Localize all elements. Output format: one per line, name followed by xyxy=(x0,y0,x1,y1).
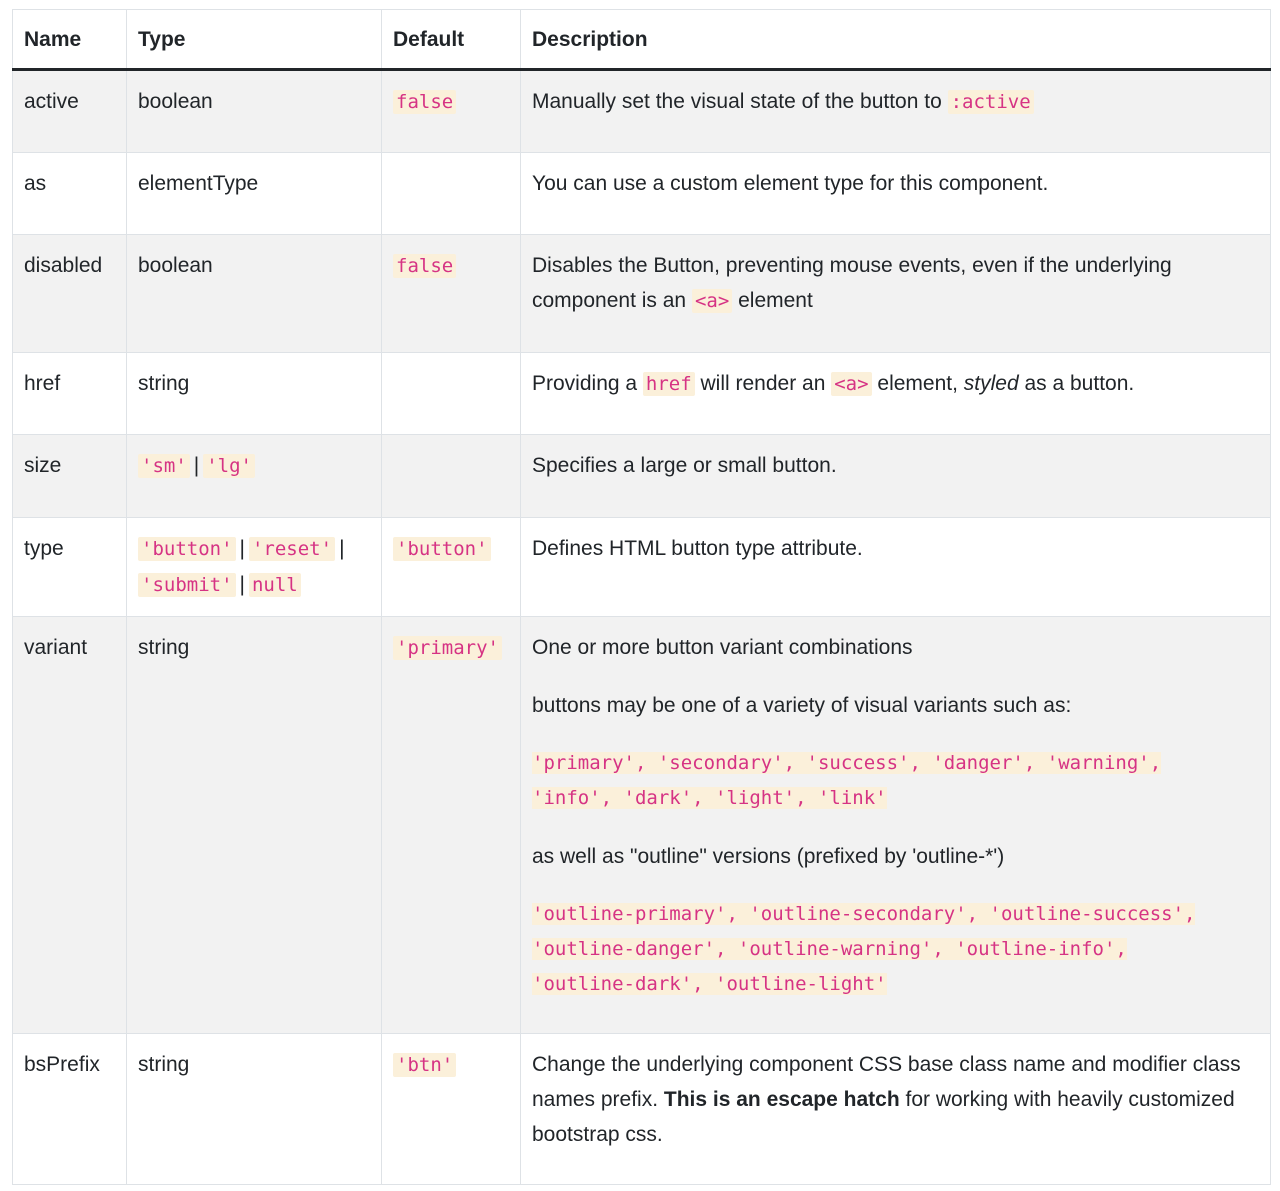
type-code: null xyxy=(249,573,301,597)
prop-name: as xyxy=(13,153,127,235)
table-row xyxy=(13,153,1271,235)
prop-default xyxy=(382,435,521,518)
table-row xyxy=(13,70,1271,153)
type-separator: | xyxy=(339,537,345,560)
prop-default xyxy=(382,235,521,353)
code-line: 'info', 'dark', 'light', 'link' xyxy=(532,787,887,809)
prop-type: elementType xyxy=(127,153,382,235)
prop-name: variant xyxy=(13,617,127,1034)
prop-description xyxy=(521,617,1271,1034)
prop-description: Providing a href will render an <a> element, styled as a button. xyxy=(521,353,1271,435)
default-code: 'button' xyxy=(393,537,491,561)
prop-description: Change the underlying component CSS base class name and modifier class names prefix. This is an escape hatch for working with heavily customized bootstrap css. xyxy=(521,1034,1271,1185)
prop-description: Defines HTML button type attribute. xyxy=(521,518,1271,617)
prop-type: string xyxy=(127,1034,382,1185)
prop-default xyxy=(382,70,521,153)
code-line: 'outline-primary', 'outline-secondary', 'outline-success', xyxy=(532,903,1196,925)
type-separator: | xyxy=(239,537,245,560)
prop-type xyxy=(127,435,382,518)
type-code: 'sm' xyxy=(138,454,190,478)
header-type: Type xyxy=(127,10,382,70)
prop-type: boolean xyxy=(127,70,382,153)
prop-type xyxy=(127,518,382,617)
default-code: 'btn' xyxy=(393,1053,456,1077)
table-row xyxy=(13,617,1271,1034)
desc-paragraph: as well as "outline" versions (prefixed by 'outline-*') xyxy=(532,845,1005,868)
variants-code-block xyxy=(532,746,1259,816)
type-code: 'reset' xyxy=(249,537,335,561)
desc-paragraph: One or more button variant combinations xyxy=(532,636,913,659)
props-table xyxy=(12,9,1271,1185)
default-code: false xyxy=(393,90,456,114)
header-description: Description xyxy=(521,10,1271,70)
prop-name: size xyxy=(13,435,127,518)
prop-type: string xyxy=(127,617,382,1034)
prop-name: type xyxy=(13,518,127,617)
prop-default xyxy=(382,518,521,617)
prop-description: Disables the Button, preventing mouse events, even if the underlying component is an <a> element xyxy=(521,235,1271,353)
type-code: 'submit' xyxy=(138,573,236,597)
table-row xyxy=(13,235,1271,353)
default-code: 'primary' xyxy=(393,636,502,660)
prop-default xyxy=(382,1034,521,1185)
prop-type: string xyxy=(127,353,382,435)
prop-name: disabled xyxy=(13,235,127,353)
header-name: Name xyxy=(13,10,127,70)
code-line: 'outline-dark', 'outline-light' xyxy=(532,973,887,995)
prop-description: Manually set the visual state of the button to :active xyxy=(521,70,1271,153)
prop-name: bsPrefix xyxy=(13,1034,127,1185)
prop-default xyxy=(382,153,521,235)
default-code: false xyxy=(393,254,456,278)
table-header-row xyxy=(13,10,1271,70)
table-row xyxy=(13,353,1271,435)
prop-type: boolean xyxy=(127,235,382,353)
prop-description: You can use a custom element type for this component. xyxy=(521,153,1271,235)
desc-code: <a> xyxy=(692,289,732,313)
table-row xyxy=(13,435,1271,518)
code-line: 'outline-danger', 'outline-warning', 'outline-info', xyxy=(532,938,1127,960)
type-code: 'lg' xyxy=(203,454,255,478)
header-default: Default xyxy=(382,10,521,70)
type-separator: | xyxy=(193,454,200,477)
table-row xyxy=(13,518,1271,617)
prop-name: href xyxy=(13,353,127,435)
desc-code: :active xyxy=(948,90,1034,114)
desc-code: href xyxy=(643,372,695,396)
code-line: 'primary', 'secondary', 'success', 'danger', 'warning', xyxy=(532,752,1162,774)
table-row xyxy=(13,1034,1271,1185)
prop-default xyxy=(382,617,521,1034)
prop-default xyxy=(382,353,521,435)
type-separator: | xyxy=(239,573,245,596)
prop-description: Specifies a large or small button. xyxy=(521,435,1271,518)
desc-paragraph: buttons may be one of a variety of visual variants such as: xyxy=(532,694,1072,717)
type-code: 'button' xyxy=(138,537,236,561)
outline-variants-code-block xyxy=(532,897,1259,1002)
prop-name: active xyxy=(13,70,127,153)
desc-code: <a> xyxy=(831,372,871,396)
